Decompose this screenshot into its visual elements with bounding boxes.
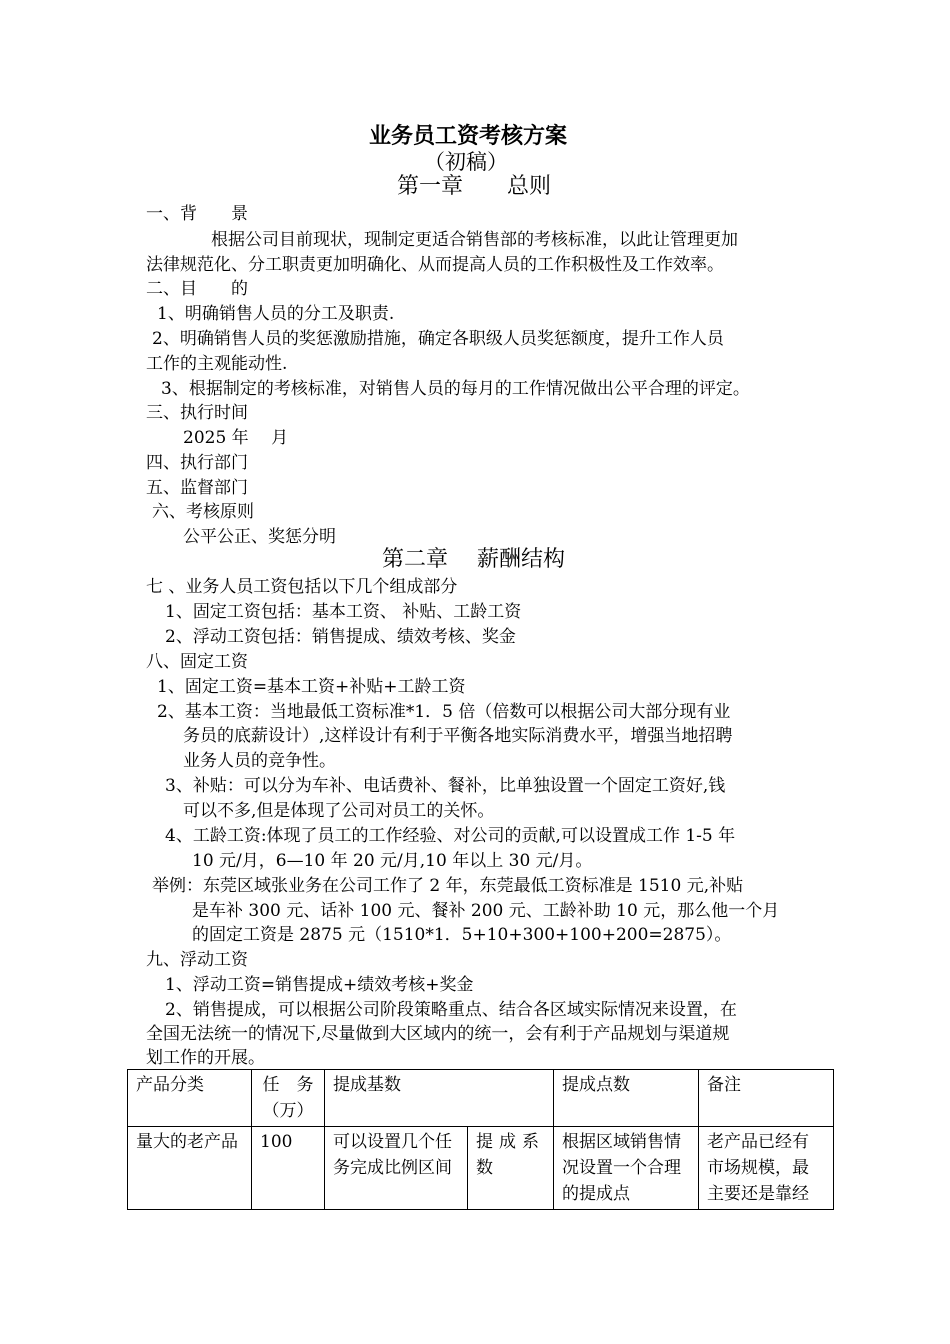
list-item: 1、明确销售人员的分工及职责. — [157, 304, 395, 324]
header-base: 提成基数 — [325, 1070, 554, 1127]
section-heading: 七 、业务人员工资包括以下几个组成部分 — [146, 577, 458, 597]
section-heading: 九、浮动工资 — [146, 950, 248, 970]
header-task — [252, 1070, 325, 1127]
list-item: 4、工龄工资:体现了员工的工作经验、对公司的贡献,可以设置成工作 1-5 年 — [165, 826, 736, 846]
cell-base: 可以设置几个任务完成比例区间 — [325, 1127, 468, 1210]
header-task-unit: （万） — [262, 1101, 314, 1121]
example-line: 举例：东莞区域张业务在公司工作了 2 年，东莞最低工资标准是 1510 元,补贴 — [152, 876, 744, 896]
paragraph-line: 可以不多,但是体现了公司对员工的关怀。 — [183, 801, 495, 821]
cell-points: 根据区域销售情况设置一个合理的提成点 — [554, 1127, 699, 1210]
cell-coef: 提成系数 — [468, 1127, 554, 1210]
commission-table — [127, 1069, 834, 1210]
list-item: 3、补贴：可以分为车补、电话费补、餐补，比单独设置一个固定工资好,钱 — [165, 776, 726, 796]
paragraph-line: 全国无法统一的情况下,尽量做到大区域内的统一，会有利于产品规划与渠道规 — [146, 1024, 730, 1044]
list-item: 2、基本工资：当地最低工资标准*1．5 倍（倍数可以根据公司大部分现有业 — [157, 702, 731, 722]
paragraph-line: 务员的底薪设计）,这样设计有利于平衡各地实际消费水平，增强当地招聘 — [183, 726, 733, 746]
header-note: 备注 — [699, 1070, 834, 1127]
list-item: 2、明确销售人员的奖惩激励措施，确定各职级人员奖惩额度，提升工作人员 — [152, 329, 724, 349]
chapter-1-heading: 第一章 总则 — [397, 174, 552, 199]
document-subtitle: （初稿） — [424, 150, 508, 174]
document-title: 业务员工资考核方案 — [369, 123, 568, 149]
paragraph-line: 是车补 300 元、话补 100 元、餐补 200 元、工龄补助 10 元，那么他一个月 — [192, 901, 780, 921]
list-item: 1、固定工资=基本工资+补贴+工龄工资 — [157, 677, 466, 697]
header-task-label: 任 务 — [262, 1075, 314, 1095]
section-heading-principle: 六、考核原则 — [152, 502, 254, 522]
section-heading-department: 四、执行部门 — [146, 453, 248, 473]
section-heading: 八、固定工资 — [146, 652, 248, 672]
execution-time-value: 2025 年 月 — [183, 428, 289, 448]
list-item: 2、销售提成，可以根据公司阶段策略重点、结合各区域实际情况来设置，在 — [165, 1000, 737, 1020]
list-item: 1、浮动工资=销售提成+绩效考核+奖金 — [165, 975, 474, 995]
list-item: 3、根据制定的考核标准，对销售人员的每月的工作情况做出公平合理的评定。 — [161, 379, 750, 399]
paragraph-line: 业务人员的竞争性。 — [183, 751, 336, 771]
paragraph-line: 法律规范化、分工职责更加明确化、从而提高人员的工作积极性及工作效率。 — [146, 255, 724, 275]
cell-task: 100 — [252, 1127, 325, 1210]
paragraph-line: 的固定工资是 2875 元（1510*1．5+10+300+100+200=2875）。 — [192, 925, 732, 945]
section-heading-supervision: 五、监督部门 — [146, 478, 248, 498]
section-heading-purpose: 二、目 的 — [146, 279, 248, 299]
paragraph-line: 根据公司目前现状，现制定更适合销售部的考核标准，以此让管理更加 — [211, 230, 738, 250]
paragraph-line: 划工作的开展。 — [146, 1048, 265, 1068]
cell-note: 老产品已经有市场规模，最主要还是靠经 — [699, 1127, 834, 1210]
header-points: 提成点数 — [554, 1070, 699, 1127]
section-heading-background: 一、背 景 — [146, 204, 248, 224]
table-header-row — [128, 1070, 834, 1127]
paragraph-line: 10 元/月，6—10 年 20 元/月,10 年以上 30 元/月。 — [192, 851, 593, 871]
list-item: 1、固定工资包括：基本工资、 补贴、工龄工资 — [165, 602, 522, 622]
header-category: 产品分类 — [128, 1070, 252, 1127]
chapter-2-heading: 第二章 薪酬结构 — [382, 547, 565, 572]
cell-category: 量大的老产品 — [128, 1127, 252, 1210]
paragraph-line: 工作的主观能动性. — [146, 354, 288, 374]
list-item: 2、浮动工资包括：销售提成、绩效考核、奖金 — [165, 627, 516, 647]
table-row — [128, 1127, 834, 1210]
section-heading-time: 三、执行时间 — [146, 403, 248, 423]
principle-value: 公平公正、奖惩分明 — [183, 527, 336, 547]
